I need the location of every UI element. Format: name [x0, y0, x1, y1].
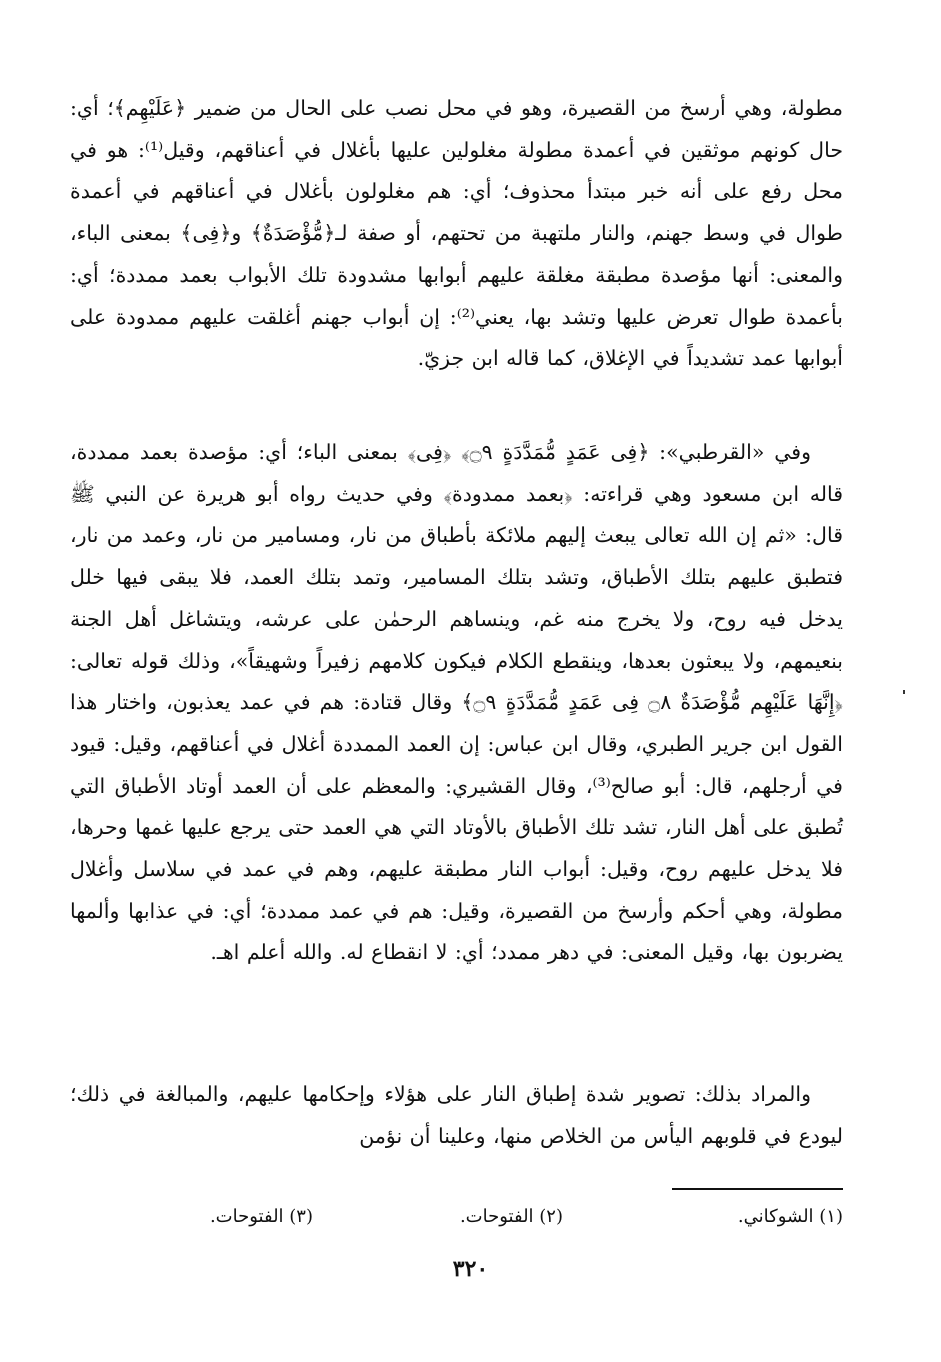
page-number: ٣٢٠ [452, 1256, 489, 1282]
footnote-1: (١) الشوكاني. [737, 1206, 843, 1227]
paragraph-2: وفي «القرطبي»: ﴿فِى عَمَدٍ مُّمَدَّدَةٍ ۝٩﴾ ﴿فِى﴾ بمعنى الباء؛ أي: مؤصدة بعمد ممددة، قاله ابن مسعود وهي قراءته: ﴿بعمد ممدودة﴾ وفي حديث رواه أبو هريرة عن النبي ﷺ قال: «ثم إن الله تعالى يبعث إليهم ملائكة بأطباق من نار، ومسامير من نار، وعمد من نار، فتطبق عليهم بتلك الأطباق، وتشد بتلك المسامير، وتمد بتلك العمد، فلا يبقى فيها خلل يدخل فيه روح، ولا يخرج منه غم، وينساهم الرحمٰن على عرشه، ويتشاغل أهل الجنة بنعيمهم، ولا يبعثون بعدها، وينقطع الكلام فيكون كلامهم زفيراً وشهيقاً»، وذلك قوله تعالى: ﴿إِنَّهَا عَلَيْهِم مُّؤْصَدَةٌ ۝٨ فِى عَمَدٍ مُّمَدَّدَةٍ ۝٩﴾ وقال قتادة: هم في عمد يعذبون، واختار هذا القول ابن جرير الطبري، وقال ابن عباس: إن العمد الممددة أغلال في أعناقهم، وقيل: قيود في أرجلهم، قال: أبو صالح⁽³⁾، وقال القشيري: والمعظم على أن العمد أوتاد الأطباق التي تُطبق على أهل النار، تشد تلك الأطباق بالأوتاد التي هي العمد حتى يرجع عليها غمها وحرها، فلا يدخل عليهم روح، وقيل: أبواب النار مطبقة عليهم، وهم في عمد في سلاسل وأغلال مطولة، وهي أحكم وأرسخ من القصيرة، وقيل: هم في عمد ممددة؛ أي: في عذابها وألمها يضربون بها، وقيل المعنى: في دهر ممدد؛ أي: لا انقطاع له. والله أعلم اهـ. [70, 440, 843, 965]
footnotes [70, 1199, 843, 1235]
scan-speck [903, 690, 905, 694]
paragraph-3: والمراد بذلك: تصوير شدة إطباق النار على هؤلاء وإحكامها عليهم، والمبالغة في ذلك؛ ليودع في قلوبهم اليأس من الخلاص منها، وعلينا أن نؤمن [70, 1082, 843, 1148]
footnote-3: (٣) الفتوحات. [209, 1206, 313, 1227]
paragraph-1: مطولة، وهي أرسخ من القصيرة، وهو في محل نصب على الحال من ضمير ﴿عَلَيْهِم﴾؛ أي: حال كونهم موثقين في أعمدة مطولة مغلولين عليها بأغلال في أعناقهم، وقيل⁽¹⁾: هو في محل رفع على أنه خبر مبتدأ محذوف؛ أي: هم مغلولون بأغلال في أعناقهم في أعمدة طوال في وسط جهنم، والنار ملتهبة من تحتهم، أو صفة لـ﴿مُّؤْصَدَةٌ﴾ و﴿فِى﴾ بمعنى الباء، والمعنى: أنها مؤصدة مطبقة مغلقة عليهم أبوابها مشدودة تلك الأبواب بعمد ممددة؛ أي: بأعمدة طوال تعرض عليها وتشد بها، يعني⁽²⁾: إن أبواب جهنم أغلقت عليهم ممدودة على أبوابها عمد تشديداً في الإغلاق، كما قاله ابن جزيّ. [70, 96, 844, 371]
footnote-separator [672, 1188, 843, 1190]
footnote-2: (٢) الفتوحات. [459, 1206, 563, 1227]
